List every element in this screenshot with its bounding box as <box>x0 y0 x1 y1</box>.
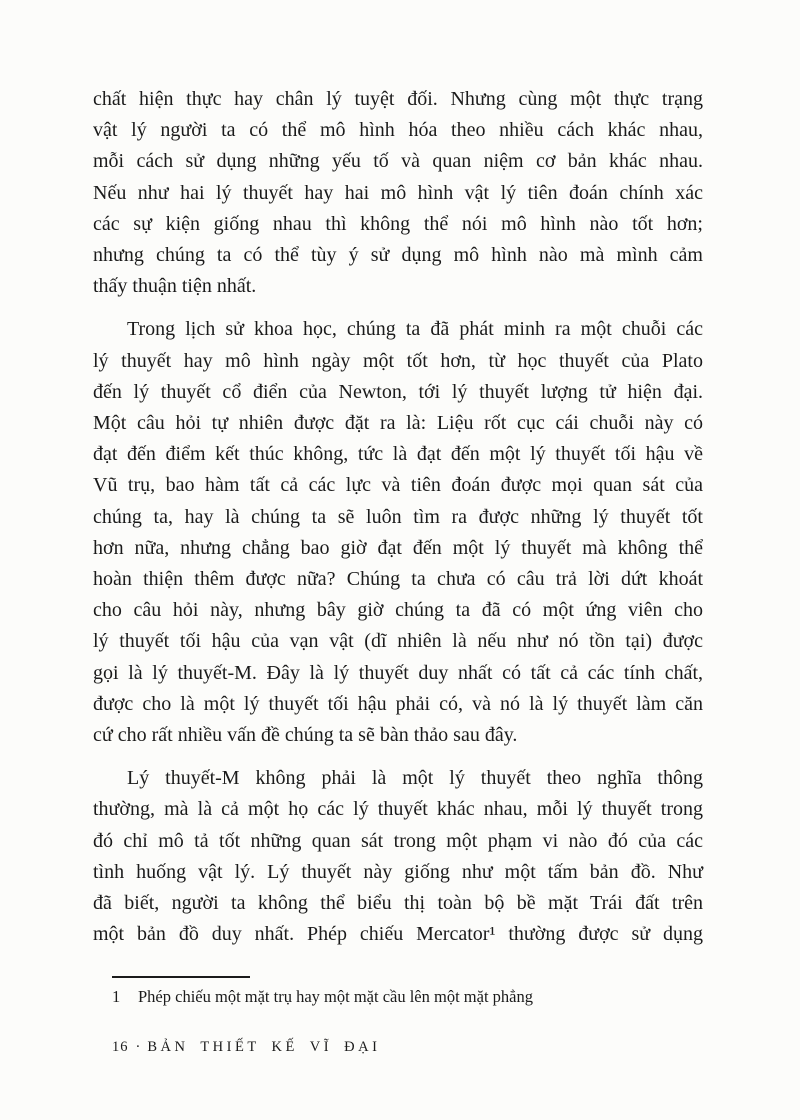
book-title: BẢN THIẾT KẾ VĨ ĐẠI <box>147 1039 381 1055</box>
text-line: hoàn thiện thêm được nữa? Chúng ta chưa có câu trả lời dứt khoát <box>93 568 703 591</box>
body-text <box>93 84 703 950</box>
text-line: đó chỉ mô tả tốt những quan sát trong một phạm vi nào đó của các <box>93 829 703 852</box>
paragraph-2 <box>93 314 703 751</box>
text-line: thấy thuận tiện nhất. <box>93 275 257 298</box>
text-line: nhưng chúng ta có thể tùy ý sử dụng mô hình nào mà mình cảm <box>93 244 703 267</box>
text-line: đạt đến điểm kết thúc không, tức là đạt đến một lý thuyết tối hậu về <box>93 443 703 466</box>
text-line: tình huống vật lý. Lý thuyết này giống như một tấm bản đồ. Như <box>93 860 703 883</box>
text-line: Nếu như hai lý thuyết hay hai mô hình vật lý tiên đoán chính xác <box>93 181 703 204</box>
page-footer <box>112 1039 380 1056</box>
text-line: Lý thuyết-M không phải là một lý thuyết theo nghĩa thông <box>127 767 703 790</box>
text-line: thường, mà là cả một họ các lý thuyết khác nhau, mỗi lý thuyết trong <box>93 798 703 821</box>
footnote-separator <box>112 976 250 978</box>
text-line: đến lý thuyết cổ điển của Newton, tới lý thuyết lượng tử hiện đại. <box>93 380 703 403</box>
text-line: chúng ta, hay là chúng ta sẽ luôn tìm ra được những lý thuyết tốt <box>93 505 703 528</box>
text-line: được cho là một lý thuyết tối hậu phải có, và nó là lý thuyết làm căn <box>93 692 703 715</box>
footnote-text: Phép chiếu một mặt trụ hay một mặt cầu lên một mặt phẳng <box>138 987 533 1006</box>
text-line: một bản đồ duy nhất. Phép chiếu Mercator¹ thường được sử dụng <box>93 923 703 946</box>
text-line: Vũ trụ, bao hàm tất cả các lực và tiên đoán được mọi quan sát của <box>93 474 703 497</box>
text-line: hơn nữa, nhưng chẳng bao giờ đạt đến một lý thuyết mà không thể <box>93 536 703 559</box>
text-line: vật lý người ta có thể mô hình hóa theo nhiều cách khác nhau, <box>93 119 703 142</box>
footnote-marker: 1 <box>112 987 121 1006</box>
paragraph-3 <box>93 763 703 950</box>
text-line: đã biết, người ta không thể biểu thị toàn bộ bề mặt Trái đất trên <box>93 892 703 915</box>
text-line: Trong lịch sử khoa học, chúng ta đã phát minh ra một chuỗi các <box>127 318 703 341</box>
footer-separator: · <box>135 1039 141 1055</box>
text-line: Một câu hỏi tự nhiên được đặt ra là: Liệu rốt cục cái chuỗi này có <box>93 412 703 435</box>
page-number: 16 <box>112 1039 129 1055</box>
text-line: lý thuyết hay mô hình ngày một tốt hơn, từ học thuyết của Plato <box>93 349 703 372</box>
text-line: lý thuyết tối hậu của vạn vật (dĩ nhiên là nếu như nó tồn tại) được <box>93 630 703 653</box>
text-line: cho câu hỏi này, nhưng bây giờ chúng ta đã có một ứng viên cho <box>93 599 703 622</box>
text-line: các sự kiện giống nhau thì không thể nói mô hình nào tốt hơn; <box>93 212 703 235</box>
text-line: chất hiện thực hay chân lý tuyệt đối. Nhưng cùng một thực trạng <box>93 88 703 110</box>
text-line: cứ cho rất nhiều vấn đề chúng ta sẽ bàn thảo sau đây. <box>93 724 518 747</box>
text-line: gọi là lý thuyết-M. Đây là lý thuyết duy nhất có tất cả các tính chất, <box>93 661 703 684</box>
footnote <box>112 985 692 1008</box>
text-line: mỗi cách sử dụng những yếu tố và quan niệm cơ bản khác nhau. <box>93 150 703 173</box>
paragraph-1 <box>93 84 703 302</box>
